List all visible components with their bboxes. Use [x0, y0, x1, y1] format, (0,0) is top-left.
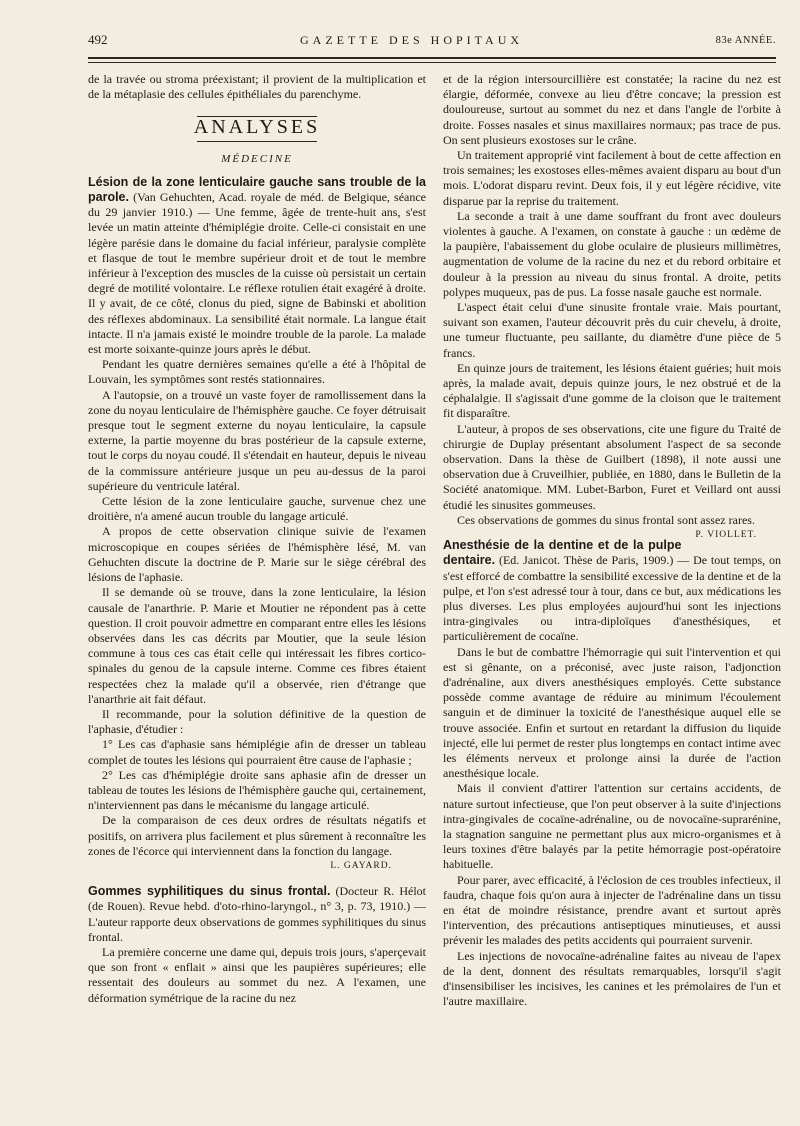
- paragraph: Les injections de novocaïne-adrénaline faites au niveau de l'apex de la dent, donnent des résultats remarquables, lorsqu'il s'agit d'insensibiliser les incisives, les canines et les prémolaires de l'un et l'autre maxillaire.: [443, 948, 781, 1009]
- subsection-title: MÉDECINE: [221, 152, 293, 165]
- signature: L. GAYARD.: [330, 860, 392, 871]
- section-heading: [88, 116, 426, 141]
- paragraph: Il recommande, pour la solution définitive de la question de l'aphasie, d'étudier :: [88, 706, 426, 737]
- page-header: [88, 30, 776, 50]
- paragraph: Pour parer, avec efficacité, à l'éclosion de ces troubles infectieux, il faudra, chaque fois qu'on aura à injecter de l'adrénaline dans un tissu en état de moindre résistance, prendre avant et surtout après l'intervention, des précautions antiseptiques minutieuses, et aussi prévenir les malades des petits accidents qui pourraient survenir.: [443, 872, 781, 948]
- paragraph: De la comparaison de ces deux ordres de résultats négatifs et positifs, on arrivera plus facilement et plus sûrement à reconnaître les zones de l'écorce qui interviennent dans la fonction du langage.: [88, 813, 426, 858]
- section-rule-bottom: [197, 141, 317, 142]
- paragraph: 1° Les cas d'aphasie sans hémiplégie afin de dresser un tableau complet de toutes les lésions qui pourraient être cause de l'aphasie ;: [88, 737, 426, 767]
- paragraph: et de la région intersourcillière est constatée; la racine du nez est élargie, déformée, convexe au lieu d'être concave; la pression est douloureuse, surtout au sommet du nez et dans l'angle de l'orbite à droite. Fosses nasales et sinus maxillaires normaux; pas trace de pus. On sent plusieurs exostoses sur le crâne.: [443, 72, 781, 147]
- paragraph: Cette lésion de la zone lenticulaire gauche, survenue chez une droitière, n'a amené aucun trouble du langage articulé.: [88, 494, 426, 524]
- page-number: 492: [88, 32, 108, 47]
- article-gommes: [88, 884, 426, 945]
- paragraph: Dans le but de combattre l'hémorragie qui suit l'intervention et qui est si gênante, on a préconisé, avec juste raison, l'adjonction d'adrénaline, aux divers anesthésiques employés. Cette substance possède comme avantage de réduire au minimum l'écoulement sanguin et de diminuer la toxicité de l'anesthésique auquel elle se trouve associée. Enfin et surtout en retardant la diffusion du liquide injecté, elle lui permet de rester plus longtemps en contact intime avec les éléments nerveux et prolonge ainsi la durée de l'action anesthésique locale.: [443, 644, 781, 781]
- paragraph: L'auteur, à propos de ses observations, cite une figure du Traité de chirurgie de Duplay présentant absolument l'aspect de sa seconde observation. Dans la thèse de Guilbert (1898), il note aussi une observation due à Cruveilhier, publiée, en 1880, dans le Bulletin de la Société anatomique. MM. Lubet-Barbon, Furet et Veillard ont aussi étudié les sinusites gommeuses.: [443, 421, 781, 512]
- article-body: (Ed. Janicot. Thèse de Paris, 1909.) — De tout temps, on s'est efforcé de combattre la sensibilité excessive de la dentine et de la pulpe, et l'on s'est adressé tour à tour, dans ce but, aux médications les plus diverses. Les plus employées aujourd'hui sont les injections intra-gingivales ou intra-diploïques d'anesthésiques, et particulièrement de cocaïne.: [443, 553, 781, 644]
- article-title: Lésion de la zone lenticulaire gauche sans trouble de la parole.: [88, 174, 426, 205]
- intro-paragraph: de la travée ou stroma préexistant; il provient de la multiplication et de la métaplasie des cellules épithéliales du parenchyme.: [88, 72, 426, 102]
- paragraph: La seconde a trait à une dame souffrant du front avec douleurs violentes à gauche. A l'examen, on constate à gauche : un œdème de la paupière, l'abaissement du globe oculaire de plusieurs millimètres, augmentation de volume de la racine du nez et du rebord orbitaire et douleur à la pression au niveau du sinus frontal. A droite, petits polypes muqueux, pas de pus. La fosse nasale gauche est normale.: [443, 208, 781, 299]
- paragraph: [443, 512, 781, 541]
- journal-title: GAZETTE DES HOPITAUX: [300, 32, 524, 47]
- article-title: Gommes syphilitiques du sinus frontal.: [88, 884, 331, 899]
- header-rule-thin: [88, 62, 776, 63]
- spacer: [88, 874, 426, 884]
- paragraph: La première concerne une dame qui, depuis trois jours, s'aperçevait que son front « enflait » ainsi que les paupières supérieures; elle ressentait des douleurs au sommet du nez. A l'examen, une déformation symétrique de la racine du nez: [88, 944, 426, 1005]
- paragraph-text: Ces observations de gommes du sinus frontal sont assez rares.: [457, 512, 755, 527]
- year-label: 83e ANNÉE.: [715, 34, 776, 46]
- paragraph: Il se demande où se trouve, dans la zone lenticulaire, la lésion causale de l'anarthrie. P. Marie et Moutier ne répondent pas à cette question. Il croit pouvoir admettre en comparant entre elles les lésions observées dans les cas décrits par Moutier, que la seule lésion commune à tous ces cas était celle qui intéressait les fibres cortico-spinales du genou de la capsule interne. Comme ces fibres étaient respectées chez la malade qu'il a observée, rien d'étrange que l'anarthrie ait fait défaut.: [88, 585, 426, 706]
- paragraph: L'aspect était celui d'une sinusite frontale vraie. Mais pourtant, suivant son examen, l'auteur découvrit près du cuir chevelu, à droite, une tumeur fluctuante, peu saillante, du diamètre d'une pièce de 5 francs.: [443, 300, 781, 360]
- article-title: Anesthésie de la dentine et de la pulpe dentaire.: [443, 538, 682, 568]
- paragraph: Un traitement approprié vint facilement à bout de cette affection en trois semaines; les exostoses elles-mêmes avaient disparu au bout d'un mois. L'odorat disparu revint. Deux fois, il y eut légère récidive, vite disparue par la reprise du traitement.: [443, 148, 781, 208]
- right-column: [443, 72, 781, 1009]
- article-body: (Docteur R. Hélot (de Rouen). Revue hebd. d'oto-rhino-laryngol., n° 3, p. 73, 1910.) — L'auteur rapporte deux observations de gommes syphilitiques du sinus frontal.: [88, 884, 426, 944]
- left-column: [88, 72, 426, 1006]
- section-title: ANALYSES: [193, 116, 321, 139]
- signature: P. VIOLLET.: [695, 530, 757, 541]
- paragraph: Mais il convient d'attirer l'attention sur certains accidents, de nature surtout infectieuse, que l'on peut observer à la suite d'injections intra-gingivales de cocaïne-adrénaline, ou de novocaïne-suprarénine, la stagnation sanguine ne permettant plus aux micro-organismes et à leurs toxines d'être balayés par la petite hémorragie post-opératoire habituelle.: [443, 781, 781, 872]
- paragraph: A propos de cette observation clinique suivie de l'examen microscopique en coupes sériées de l'hémisphère lésé, M. van Gehuchten discute la doctrine de P. Marie sur le siège cérébral des lésions de l'aphasie.: [88, 524, 426, 585]
- paragraph: Pendant les quatre dernières semaines qu'elle a été à l'hôpital de Louvain, les symptômes sont restés stationnaires.: [88, 357, 426, 387]
- header-rule-thick: [88, 57, 776, 59]
- paragraph: En quinze jours de traitement, les lésions étaient guéries; huit mois après, la malade avait, depuis quinze jours, le nez obstrué et de la céphalalgie. Il s'agissait d'une gomme de la cloison que le traitement fit disparaître.: [443, 360, 781, 421]
- paragraph: 2° Les cas d'hémiplégie droite sans aphasie afin de dresser un tableau de toutes les lésions de l'hémisphère gauche qui, certainement, n'interviennent pas dans le mécanisme du langage articulé.: [88, 767, 426, 813]
- article-body: (Van Gehuchten, Acad. royale de méd. de Belgique, séance du 29 janvier 1910.) — Une femme, âgée de trente-huit ans, s'est levée un matin atteinte d'hémiplégie droite. Celle-ci consistait en une légère parésie dans le domaine du facial inférieur, paralysie complète et flasque de tout le membre supérieur droit et de tout le membre inférieur à l'exception des muscles de la cuisse où persistait un certain degré de motilité volontaire. Le réflexe rotulien était exagéré à droite. Il y avait, de ce côté, clonus du pied, signe de Babinski et abolition des réflexes abdominaux. La sensibilité était normale. La langue était intacte. Il n'a jamais existé le moindre trouble de la parole. La malade est morte soixante-quinze jours après le début.: [88, 190, 426, 357]
- article-lenticulaire: [88, 175, 426, 357]
- paragraph: A l'autopsie, on a trouvé un vaste foyer de ramollissement dans la zone du noyau lenticulaire de l'hémisphère gauche. Ce foyer détruisait presque tout le segment externe du noyau lenticulaire, la capsule externe, la partie moyenne du bras postérieur de la capsule externe, tout le corps du noyau coudé. Il s'étendait en hauteur, depuis le niveau de la commissure antérieure jusque un peu au-dessus de la paroi supérieure du ventricule latéral.: [88, 387, 426, 493]
- article-anesthesie: [443, 538, 781, 644]
